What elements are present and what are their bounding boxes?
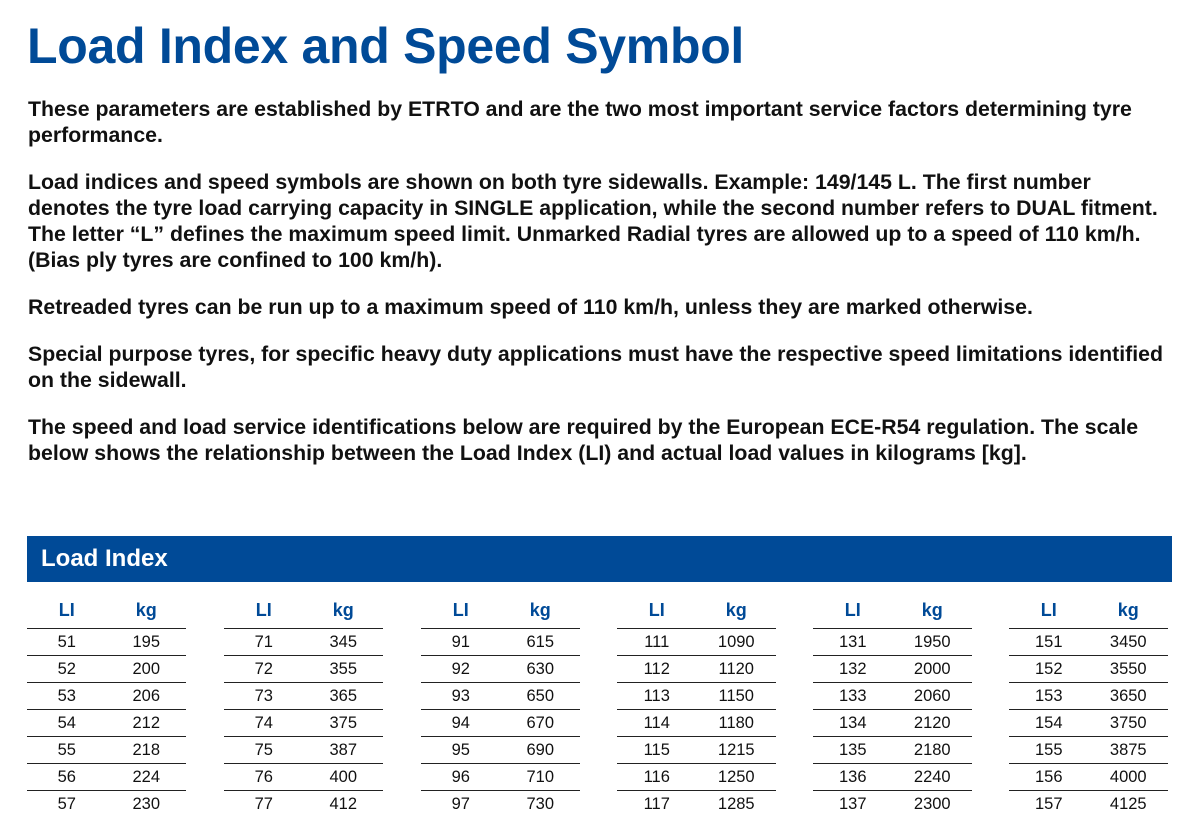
header-li: LI	[844, 600, 861, 620]
header-li: LI	[648, 600, 665, 620]
table-row	[617, 736, 776, 763]
table-row	[1009, 628, 1168, 655]
cell-kg: 3875	[1109, 741, 1147, 759]
header-kg: kg	[135, 600, 157, 620]
table-row	[617, 628, 776, 655]
cell-load-index: 113	[643, 687, 670, 705]
table-row	[813, 709, 972, 736]
table-row	[813, 682, 972, 709]
cell-kg: 3750	[1109, 714, 1147, 732]
header-kg: kg	[529, 600, 551, 620]
column-header	[617, 596, 776, 628]
table-row	[421, 763, 580, 790]
cell-load-index: 115	[643, 741, 670, 759]
column-header	[224, 596, 383, 628]
cell-kg: 615	[526, 633, 555, 651]
cell-kg: 412	[329, 795, 358, 813]
load-index-column	[421, 596, 580, 817]
cell-kg: 387	[329, 741, 358, 759]
cell-kg: 1120	[718, 660, 754, 678]
cell-kg: 195	[132, 633, 161, 651]
table-row	[1009, 790, 1168, 817]
table-row	[1009, 709, 1168, 736]
table-row	[421, 736, 580, 763]
cell-kg: 230	[132, 795, 161, 813]
cell-kg: 1285	[717, 795, 755, 813]
cell-load-index: 152	[1034, 660, 1063, 678]
table-row	[617, 790, 776, 817]
table-row	[27, 682, 186, 709]
cell-load-index: 93	[451, 687, 470, 705]
table-row	[421, 790, 580, 817]
column-header	[421, 596, 580, 628]
cell-load-index: 155	[1034, 741, 1063, 759]
table-row	[224, 709, 383, 736]
cell-kg: 345	[329, 633, 358, 651]
cell-load-index: 71	[254, 633, 273, 651]
table-row	[224, 655, 383, 682]
table-row	[27, 736, 186, 763]
table-row	[224, 790, 383, 817]
cell-load-index: 74	[254, 714, 273, 732]
cell-load-index: 73	[254, 687, 273, 705]
table-row	[224, 628, 383, 655]
header-kg: kg	[921, 600, 943, 620]
cell-kg: 630	[526, 660, 555, 678]
cell-load-index: 72	[254, 660, 273, 678]
load-index-column	[813, 596, 972, 817]
load-index-header-bar	[27, 536, 1172, 582]
cell-kg: 3550	[1109, 660, 1147, 678]
load-index-column	[1009, 596, 1168, 817]
cell-load-index: 54	[57, 714, 76, 732]
table-row	[1009, 682, 1168, 709]
cell-load-index: 135	[838, 741, 867, 759]
cell-kg: 212	[132, 714, 161, 732]
cell-kg: 355	[329, 660, 358, 678]
table-row	[224, 682, 383, 709]
header-li: LI	[1040, 600, 1057, 620]
column-header	[27, 596, 186, 628]
table-row	[27, 709, 186, 736]
table-row	[617, 682, 776, 709]
cell-load-index: 132	[838, 660, 867, 678]
cell-load-index: 112	[643, 660, 670, 678]
column-header	[1009, 596, 1168, 628]
header-kg: kg	[332, 600, 354, 620]
cell-load-index: 77	[254, 795, 273, 813]
table-row	[813, 628, 972, 655]
table-row	[27, 790, 186, 817]
column-header	[813, 596, 972, 628]
table-row	[813, 763, 972, 790]
cell-load-index: 52	[57, 660, 76, 678]
table-row	[813, 790, 972, 817]
table-row	[813, 736, 972, 763]
table-row	[421, 655, 580, 682]
cell-load-index: 111	[644, 633, 670, 651]
table-row	[1009, 736, 1168, 763]
cell-kg: 1950	[913, 633, 951, 651]
cell-kg: 206	[132, 687, 161, 705]
cell-load-index: 76	[254, 768, 273, 786]
cell-load-index: 94	[451, 714, 470, 732]
header-li: LI	[255, 600, 272, 620]
cell-kg: 690	[526, 741, 555, 759]
cell-load-index: 51	[57, 633, 76, 651]
load-index-column	[27, 596, 186, 817]
cell-kg: 710	[526, 768, 555, 786]
cell-kg: 200	[132, 660, 161, 678]
cell-kg: 2060	[913, 687, 951, 705]
table-row	[1009, 655, 1168, 682]
table-row	[617, 655, 776, 682]
intro-text	[28, 96, 1178, 487]
cell-kg: 2120	[913, 714, 951, 732]
table-row	[27, 763, 186, 790]
cell-load-index: 157	[1034, 795, 1063, 813]
paragraph-regulation: The speed and load service identifications below are required by the European ECE-R54 regulation. The scale below shows the relationship between the Load Index (LI) and actual load values in kilograms [kg].	[28, 415, 1139, 465]
table-row	[421, 682, 580, 709]
cell-kg: 218	[132, 741, 161, 759]
table-row	[27, 655, 186, 682]
cell-kg: 2300	[913, 795, 951, 813]
cell-load-index: 95	[451, 741, 470, 759]
cell-kg: 2240	[913, 768, 951, 786]
cell-kg: 1180	[718, 714, 754, 732]
table-row	[224, 763, 383, 790]
cell-load-index: 75	[254, 741, 273, 759]
page-title: Load Index and Speed Symbol	[27, 18, 745, 74]
table-row	[27, 628, 186, 655]
cell-kg: 365	[329, 687, 358, 705]
load-index-tables	[27, 596, 1172, 813]
cell-kg: 1250	[717, 768, 755, 786]
cell-load-index: 56	[57, 768, 76, 786]
cell-kg: 2000	[913, 660, 951, 678]
paragraph-sidewall-markings: Load indices and speed symbols are shown on both tyre sidewalls. Example: 149/145 L. The first number denotes the tyre load carrying capacity in SINGLE application, while the second number refers to DUAL fitment. The letter “L” defines the maximum speed limit. Unmarked Radial tyres are allowed up to a speed of 110 km/h. (Bias ply tyres are confined to 100 km/h).	[28, 170, 1158, 272]
header-kg: kg	[725, 600, 747, 620]
cell-kg: 2180	[913, 741, 951, 759]
cell-kg: 375	[329, 714, 358, 732]
cell-load-index: 117	[643, 795, 670, 813]
header-li: LI	[452, 600, 469, 620]
cell-kg: 1150	[718, 687, 754, 705]
cell-load-index: 134	[838, 714, 867, 732]
cell-load-index: 137	[838, 795, 867, 813]
cell-load-index: 131	[838, 633, 867, 651]
table-row	[421, 709, 580, 736]
table-row	[617, 709, 776, 736]
cell-load-index: 136	[838, 768, 867, 786]
cell-load-index: 151	[1034, 633, 1063, 651]
cell-load-index: 55	[57, 741, 76, 759]
table-row	[421, 628, 580, 655]
cell-kg: 3450	[1109, 633, 1147, 651]
cell-kg: 1215	[717, 741, 755, 759]
paragraph-etrto: These parameters are established by ETRTO and are the two most important service factors determining tyre performance.	[28, 97, 1132, 147]
cell-load-index: 91	[451, 633, 470, 651]
cell-load-index: 57	[57, 795, 76, 813]
cell-kg: 1090	[717, 633, 755, 651]
cell-load-index: 53	[57, 687, 76, 705]
cell-load-index: 116	[643, 768, 670, 786]
cell-kg: 730	[526, 795, 555, 813]
paragraph-retreaded: Retreaded tyres can be run up to a maximum speed of 110 km/h, unless they are marked otherwise.	[28, 295, 1033, 319]
cell-load-index: 92	[451, 660, 470, 678]
cell-load-index: 97	[451, 795, 470, 813]
cell-kg: 4000	[1109, 768, 1147, 786]
header-kg: kg	[1117, 600, 1139, 620]
cell-kg: 650	[526, 687, 555, 705]
cell-load-index: 114	[643, 714, 670, 732]
table-row	[617, 763, 776, 790]
table-row	[813, 655, 972, 682]
cell-kg: 670	[526, 714, 555, 732]
cell-load-index: 96	[451, 768, 470, 786]
cell-load-index: 154	[1034, 714, 1063, 732]
cell-load-index: 133	[838, 687, 867, 705]
cell-load-index: 156	[1034, 768, 1063, 786]
load-index-title: Load Index	[41, 545, 168, 572]
cell-kg: 3650	[1109, 687, 1147, 705]
cell-kg: 4125	[1109, 795, 1147, 813]
header-li: LI	[58, 600, 75, 620]
table-row	[1009, 763, 1168, 790]
paragraph-special-purpose: Special purpose tyres, for specific heavy duty applications must have the respective speed limitations identified on the sidewall.	[28, 342, 1163, 392]
table-row	[224, 736, 383, 763]
cell-load-index: 153	[1034, 687, 1063, 705]
cell-kg: 224	[132, 768, 161, 786]
load-index-column	[617, 596, 776, 817]
cell-kg: 400	[329, 768, 358, 786]
load-index-column	[224, 596, 383, 817]
